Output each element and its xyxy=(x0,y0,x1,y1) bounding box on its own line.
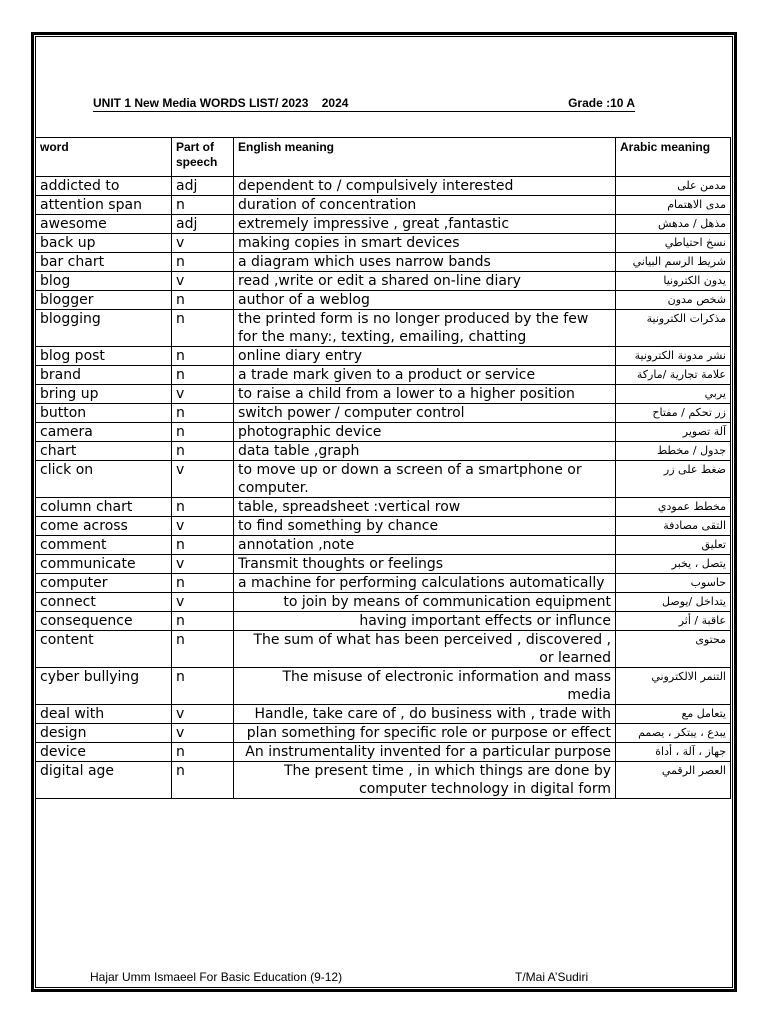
table-row xyxy=(36,536,731,555)
table-row xyxy=(36,310,731,347)
part-of-speech-cell: n xyxy=(172,762,234,799)
word-cell: attention span xyxy=(36,196,172,215)
arabic-meaning-cell: العصر الرقمي xyxy=(616,762,731,799)
arabic-meaning-cell: يبدع ، يبتكر ، يصمم xyxy=(616,724,731,743)
part-of-speech-cell: n xyxy=(172,291,234,310)
english-meaning-cell: dependent to / compulsively interested xyxy=(234,177,616,196)
table-header-row xyxy=(36,138,731,177)
arabic-meaning-cell: شخص مدون xyxy=(616,291,731,310)
table-row xyxy=(36,347,731,366)
arabic-meaning-cell: عاقبة / أثر xyxy=(616,612,731,631)
arabic-meaning-cell: علامة تجارية /ماركة xyxy=(616,366,731,385)
table-row xyxy=(36,253,731,272)
arabic-meaning-cell: ضغط على زر xyxy=(616,461,731,498)
part-of-speech-cell: v xyxy=(172,593,234,612)
part-of-speech-cell: v xyxy=(172,234,234,253)
arabic-meaning-cell: التقى مصادفة xyxy=(616,517,731,536)
table-row xyxy=(36,668,731,705)
table-row xyxy=(36,423,731,442)
arabic-meaning-cell: يتصل ، يخبر xyxy=(616,555,731,574)
table-row xyxy=(36,631,731,668)
part-of-speech-cell: n xyxy=(172,631,234,668)
table-row xyxy=(36,593,731,612)
table-row xyxy=(36,366,731,385)
arabic-meaning-cell: زر تحكم / مفتاح xyxy=(616,404,731,423)
word-cell: blog post xyxy=(36,347,172,366)
word-cell: back up xyxy=(36,234,172,253)
english-meaning-cell: duration of concentration xyxy=(234,196,616,215)
document-title xyxy=(93,96,635,112)
word-cell: click on xyxy=(36,461,172,498)
table-row xyxy=(36,555,731,574)
english-meaning-cell: read ,write or edit a shared on-line diary xyxy=(234,272,616,291)
arabic-meaning-cell: يربي xyxy=(616,385,731,404)
word-cell: content xyxy=(36,631,172,668)
english-meaning-cell: The present time , in which things are done by computer technology in digital form xyxy=(234,762,616,799)
table-row xyxy=(36,517,731,536)
word-cell: chart xyxy=(36,442,172,461)
table-body xyxy=(36,177,731,799)
arabic-meaning-cell: محتوى xyxy=(616,631,731,668)
english-meaning-cell: the printed form is no longer produced by the few for the many:, texting, emailing, chatting xyxy=(234,310,616,347)
footer-teacher: T/Mai A’Sudiri xyxy=(515,970,589,984)
word-cell: cyber bullying xyxy=(36,668,172,705)
english-meaning-cell: An instrumentality invented for a particular purpose xyxy=(234,743,616,762)
part-of-speech-cell: n xyxy=(172,743,234,762)
arabic-meaning-cell: مخطط عمودي xyxy=(616,498,731,517)
english-meaning-cell: table, spreadsheet :vertical row xyxy=(234,498,616,517)
part-of-speech-cell: n xyxy=(172,253,234,272)
english-meaning-cell: a machine for performing calculations automatically xyxy=(234,574,616,593)
arabic-meaning-cell: مذكرات الكترونية xyxy=(616,310,731,347)
part-of-speech-cell: v xyxy=(172,555,234,574)
part-of-speech-cell: n xyxy=(172,310,234,347)
column-header-arabic-meaning: Arabic meaning xyxy=(616,138,731,177)
english-meaning-cell: to join by means of communication equipment xyxy=(234,593,616,612)
part-of-speech-cell: adj xyxy=(172,215,234,234)
footer-school: Hajar Umm Ismaeel For Basic Education (9-12) xyxy=(90,970,343,984)
arabic-meaning-cell: نشر مدونة الكترونية xyxy=(616,347,731,366)
part-of-speech-cell: v xyxy=(172,705,234,724)
part-of-speech-cell: n xyxy=(172,498,234,517)
word-cell: come across xyxy=(36,517,172,536)
word-cell: camera xyxy=(36,423,172,442)
arabic-meaning-cell: مدى الاهتمام xyxy=(616,196,731,215)
table-row xyxy=(36,177,731,196)
word-cell: deal with xyxy=(36,705,172,724)
table-row xyxy=(36,762,731,799)
word-cell: bar chart xyxy=(36,253,172,272)
arabic-meaning-cell: شريط الرسم البياني xyxy=(616,253,731,272)
part-of-speech-cell: n xyxy=(172,196,234,215)
part-of-speech-cell: v xyxy=(172,272,234,291)
english-meaning-cell: photographic device xyxy=(234,423,616,442)
arabic-meaning-cell: جدول / مخطط xyxy=(616,442,731,461)
part-of-speech-cell: n xyxy=(172,442,234,461)
english-meaning-cell: having important effects or influnce xyxy=(234,612,616,631)
word-cell: digital age xyxy=(36,762,172,799)
part-of-speech-cell: n xyxy=(172,366,234,385)
arabic-meaning-cell: التنمر الالكتروني xyxy=(616,668,731,705)
arabic-meaning-cell: يدون الكترونيا xyxy=(616,272,731,291)
english-meaning-cell: Handle, take care of , do business with , trade with xyxy=(234,705,616,724)
grade-text: Grade :10 A xyxy=(568,96,635,110)
english-meaning-cell: switch power / computer control xyxy=(234,404,616,423)
part-of-speech-cell: n xyxy=(172,404,234,423)
arabic-meaning-cell: يتعامل مع xyxy=(616,705,731,724)
word-cell: communicate xyxy=(36,555,172,574)
title-text: UNIT 1 New Media WORDS LIST/ 2023 2024 xyxy=(93,96,349,110)
table-row xyxy=(36,461,731,498)
part-of-speech-cell: n xyxy=(172,423,234,442)
english-meaning-cell: The misuse of electronic information and mass media xyxy=(234,668,616,705)
word-cell: design xyxy=(36,724,172,743)
word-cell: button xyxy=(36,404,172,423)
word-cell: blogging xyxy=(36,310,172,347)
part-of-speech-cell: n xyxy=(172,536,234,555)
english-meaning-cell: Transmit thoughts or feelings xyxy=(234,555,616,574)
english-meaning-cell: extremely impressive , great ,fantastic xyxy=(234,215,616,234)
arabic-meaning-cell: نسخ احتياطي xyxy=(616,234,731,253)
english-meaning-cell: a trade mark given to a product or service xyxy=(234,366,616,385)
column-header-word: word xyxy=(36,138,172,177)
english-meaning-cell: a diagram which uses narrow bands xyxy=(234,253,616,272)
table-row xyxy=(36,743,731,762)
table-row xyxy=(36,404,731,423)
english-meaning-cell: to raise a child from a lower to a higher position xyxy=(234,385,616,404)
part-of-speech-cell: v xyxy=(172,724,234,743)
word-cell: brand xyxy=(36,366,172,385)
part-of-speech-cell: n xyxy=(172,612,234,631)
word-cell: bring up xyxy=(36,385,172,404)
arabic-meaning-cell: تعليق xyxy=(616,536,731,555)
table-row xyxy=(36,234,731,253)
table-row xyxy=(36,705,731,724)
part-of-speech-cell: v xyxy=(172,461,234,498)
table-row xyxy=(36,498,731,517)
table-row xyxy=(36,574,731,593)
table-row xyxy=(36,612,731,631)
arabic-meaning-cell: آلة تصوير xyxy=(616,423,731,442)
table-row xyxy=(36,291,731,310)
table-row xyxy=(36,724,731,743)
part-of-speech-cell: v xyxy=(172,517,234,536)
word-cell: comment xyxy=(36,536,172,555)
part-of-speech-cell: n xyxy=(172,668,234,705)
word-cell: computer xyxy=(36,574,172,593)
word-cell: connect xyxy=(36,593,172,612)
word-cell: blog xyxy=(36,272,172,291)
table-row xyxy=(36,385,731,404)
arabic-meaning-cell: يتداخل /يوصل xyxy=(616,593,731,612)
english-meaning-cell: to move up or down a screen of a smartphone or computer. xyxy=(234,461,616,498)
word-cell: device xyxy=(36,743,172,762)
english-meaning-cell: making copies in smart devices xyxy=(234,234,616,253)
table-row xyxy=(36,272,731,291)
word-cell: blogger xyxy=(36,291,172,310)
table-row xyxy=(36,196,731,215)
part-of-speech-cell: adj xyxy=(172,177,234,196)
part-of-speech-cell: n xyxy=(172,574,234,593)
arabic-meaning-cell: مذهل / مدهش xyxy=(616,215,731,234)
page-footer xyxy=(90,970,610,984)
part-of-speech-cell: n xyxy=(172,347,234,366)
column-header-english-meaning: English meaning xyxy=(234,138,616,177)
arabic-meaning-cell: مدمن على xyxy=(616,177,731,196)
word-cell: column chart xyxy=(36,498,172,517)
word-cell: awesome xyxy=(36,215,172,234)
english-meaning-cell: plan something for specific role or purpose or effect xyxy=(234,724,616,743)
arabic-meaning-cell: جهاز ، آلة ، أداة xyxy=(616,743,731,762)
column-header-part-of-speech: Part of speech xyxy=(172,138,234,177)
table-row xyxy=(36,215,731,234)
part-of-speech-cell: v xyxy=(172,385,234,404)
english-meaning-cell: data table ,graph xyxy=(234,442,616,461)
words-table xyxy=(35,137,731,799)
word-cell: consequence xyxy=(36,612,172,631)
english-meaning-cell: online diary entry xyxy=(234,347,616,366)
word-cell: addicted to xyxy=(36,177,172,196)
english-meaning-cell: The sum of what has been perceived , discovered , or learned xyxy=(234,631,616,668)
table-row xyxy=(36,442,731,461)
english-meaning-cell: author of a weblog xyxy=(234,291,616,310)
english-meaning-cell: to find something by chance xyxy=(234,517,616,536)
english-meaning-cell: annotation ,note xyxy=(234,536,616,555)
arabic-meaning-cell: حاسوب xyxy=(616,574,731,593)
